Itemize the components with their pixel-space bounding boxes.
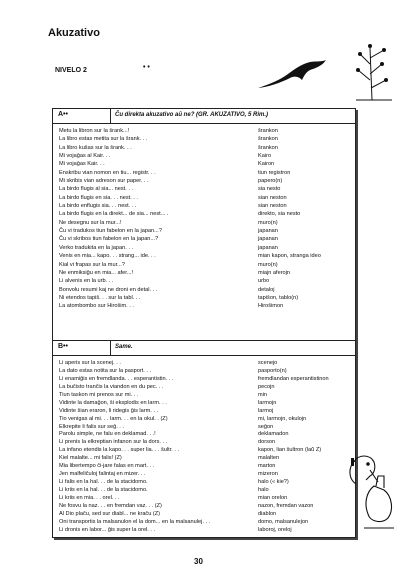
exercise-sentence: Tio venigas al mi. . . larm. . . en la okul. . (Z) — [59, 415, 168, 422]
exercise-answer: miajn aferojn — [258, 269, 291, 276]
exercise-answer: japanan — [258, 244, 278, 251]
exercise-answer: dorson — [258, 439, 276, 446]
exercise-sentence: La atombombo sur Hiroŝim. . . — [59, 303, 134, 310]
exercise-sentence: Li dronis en labor... ĝis super la orel. . . — [59, 526, 156, 533]
exercise-answer: laboroj, oreloj — [258, 526, 292, 533]
exercise-sentence: La birdo flugis al sia... nest. . . — [59, 186, 133, 193]
level-label: NIVELO 2 — [55, 67, 87, 74]
exercise-sentence: Li aperis sur la scenej. . . — [59, 360, 121, 366]
exercise-row — [53, 227, 355, 235]
exercise-answer: kapon, lian ŝultron (laŭ Z) — [258, 447, 322, 454]
exercise-sentence: Li falis en la hal. . . de la stacidomo. — [59, 479, 148, 486]
exercise-row — [53, 391, 355, 399]
exercise-answer: japanan — [258, 228, 278, 235]
exercise-answer: sia nesto — [258, 186, 281, 193]
exercise-answer: japanan — [258, 236, 278, 243]
exercise-row — [53, 261, 355, 269]
exercise-sentence: Kiel malalte... mi falis! (Z) — [59, 455, 122, 462]
exercise-b-rows — [53, 359, 355, 534]
exercise-row — [53, 286, 355, 294]
exercise-row — [53, 210, 355, 218]
exercise-sentence: La buĉisto tranĉis la viandon en du pec. . . — [59, 383, 164, 390]
exercise-row — [53, 399, 355, 407]
exercise-answer: Hiroŝimon — [258, 303, 284, 310]
exercise-row — [53, 235, 355, 243]
exercise-row — [53, 244, 355, 252]
exercise-row — [53, 185, 355, 193]
exercise-answer: deklamadon — [258, 431, 289, 438]
page-title: Akuzativo — [48, 27, 100, 39]
plant-illustration — [352, 40, 400, 102]
exercise-answer: ŝrankon — [258, 128, 278, 134]
exercise-row — [53, 462, 355, 470]
exercise-row — [53, 160, 355, 168]
exercise-row — [53, 502, 355, 510]
exercise-answer: mi, larmojn, okulojn — [258, 415, 307, 422]
exercise-answer: urbo — [258, 278, 270, 285]
exercise-row — [53, 127, 355, 135]
exercise-row — [53, 494, 355, 502]
exercise-answer: larmojn — [258, 399, 277, 406]
exercise-sentence: Ĉu vi skribos tiun fabelon en la japan...? — [59, 236, 159, 243]
exercise-answer: larmoj — [258, 407, 274, 414]
exercise-row — [53, 177, 355, 185]
exercise-sentence: Jen malfeliĉuloj falintaj en mizer. . . — [59, 471, 146, 478]
exercise-answer: tapiŝon, tablo(n) — [258, 294, 299, 301]
exercise-sentence: La dato estas notita sur la pasport. . . — [59, 367, 152, 374]
exercise-answer: diablon — [258, 510, 277, 517]
exercise-answer: sian neston — [258, 203, 287, 210]
exercise-answer: muro(n) — [258, 261, 278, 268]
exercise-row — [53, 415, 355, 423]
exercise-answer: scenejo — [258, 360, 278, 366]
exercise-answer: muro(n) — [258, 219, 278, 226]
exercise-sentence: Li kriis en la hal. . . de la stacidomo. — [59, 487, 148, 493]
exercise-row — [53, 202, 355, 210]
exercise-row — [53, 294, 355, 302]
exercise-answer: nazon, fremdan vazon — [258, 502, 314, 509]
exercise-answer: halo — [258, 487, 269, 493]
exercise-answer: pasporto(n) — [258, 367, 287, 374]
exercise-sentence: La libro estas metita sur la ŝrank. . . — [59, 136, 148, 143]
exercise-sentence: La infano etendis la kapo. . . super lia. . . ŝultr. . . — [59, 447, 180, 454]
exercise-row — [53, 518, 355, 526]
exercise-answer: pecojn — [258, 383, 275, 390]
exercise-row — [53, 302, 355, 310]
exercise-sentence: Mi vojaĝas Kair. . . — [59, 161, 105, 168]
exercise-answer: domo, malsanulejon — [258, 518, 309, 525]
level-stars: • • — [143, 64, 150, 71]
page-number: 30 — [194, 557, 203, 566]
exercise-sentence: Li enamiĝis en fremdlanda. . . esperantistin. . . — [59, 375, 174, 382]
exercise-answer: mizeron — [258, 471, 278, 478]
exercise-row — [53, 454, 355, 462]
exercise-sentence: Tiun taskon mi prenos sur mi. . . — [59, 391, 139, 398]
exercise-answer: malalten — [258, 455, 280, 462]
exercise-row — [53, 383, 355, 391]
exercise-sentence: Kial vi frapas sur la mur...? — [59, 261, 125, 268]
exercise-sentence: Li prenis la elkreptian infanon sur la dors. . . — [59, 439, 168, 446]
exercise-row — [53, 219, 355, 227]
exercise-answer: min — [258, 391, 268, 398]
exercise-sentence: Ĉu vi tradukos tiun fabelon en la japan...? — [59, 228, 162, 235]
exercise-sentence: Li kriis en mia. . . orel. . . — [59, 494, 120, 501]
exercise-answer: tiun registron — [258, 169, 291, 176]
exercise-a-instruction: Ĉu direkta akuzativo aŭ ne? (GR. AKUZATIVO, 5 Rim.) — [115, 111, 269, 118]
exercise-row — [53, 486, 355, 494]
exercise-row — [53, 430, 355, 438]
exercise-sentence: Ne desegnu sur la mur...! — [59, 219, 122, 226]
exercise-answer: halo (« kie?) — [258, 479, 289, 486]
exercise-sentence: Metu la libron sur la ŝrank...! — [59, 128, 130, 134]
exercise-a-label: A•• — [58, 111, 68, 118]
exercise-row — [53, 446, 355, 454]
exercise-row — [53, 135, 355, 143]
exercise-sentence: Li alvenis en la urb. . . — [59, 278, 114, 285]
exercise-row — [53, 152, 355, 160]
exercise-row — [53, 194, 355, 202]
exercise-sentence: Verko tradukita en la japan. . . — [59, 244, 134, 251]
exercise-sentence: La birdo flugis en la direkt... de sia... nest... . — [59, 211, 169, 218]
exercise-answer: fremdlandan esperantistinon — [258, 375, 329, 382]
exercise-answer: seĝon — [258, 423, 274, 430]
exercise-row — [53, 423, 355, 431]
man-with-vase-illustration — [344, 452, 398, 534]
exercise-sentence: Oni transportis la malsanulon el la dom... en la malsanulej. . . — [59, 518, 211, 525]
exercise-a-header — [53, 109, 355, 124]
exercise-answer: ŝrankon — [258, 136, 278, 143]
exercise-row — [53, 526, 355, 534]
exercise-row — [53, 359, 355, 367]
exercise-sentence: Enskribu vian nomon en tiu... registr. . . — [59, 169, 156, 176]
exercise-answer: marton — [258, 463, 276, 470]
exercise-sentence: Ni etendos tapiŝ. . . sur la tabl. . . — [59, 294, 141, 301]
exercise-sentence: Parolu simple, ne falu en deklamad. . .! — [59, 431, 156, 438]
exercise-answer: mian kapon, stranga ideo — [258, 253, 321, 260]
exercise-answer: Kairo — [258, 153, 272, 160]
exercise-row — [53, 510, 355, 518]
exercise-sentence: Ne enmiksiĝu en mia... afer...! — [59, 269, 133, 276]
exercise-row — [53, 470, 355, 478]
exercise-row — [53, 367, 355, 375]
exercise-sentence: Bonvolu resumi kaj ne droni en detal. . . — [59, 286, 158, 293]
exercise-answer: Kairon — [258, 161, 275, 168]
exercise-answer: detaloj — [258, 286, 275, 293]
exercise-a — [52, 108, 356, 342]
exercise-row — [53, 252, 355, 260]
exercise-b-label: B•• — [58, 343, 68, 350]
exercise-sentence: Mia libertempo ĉi-jare falas en mart. . . — [59, 463, 155, 470]
exercise-answer: sian neston — [258, 194, 287, 201]
exercise-answer: direkto, sia nesto — [258, 211, 301, 218]
exercise-b — [52, 340, 356, 538]
exercise-row — [53, 478, 355, 486]
exercise-row — [53, 277, 355, 285]
exercise-answer: mian orelon — [258, 494, 288, 501]
exercise-b-header — [53, 341, 355, 356]
exercise-sentence: La birdo enflugis sia. . . nest. . . — [59, 203, 137, 210]
exercise-sentence: Al Dio plaĉu, sed sur diabl... ne kraĉu (Z) — [59, 510, 161, 517]
exercise-sentence: Mi vojaĝas al Kair. . . — [59, 153, 111, 160]
exercise-a-rows — [53, 127, 355, 311]
exercise-row — [53, 169, 355, 177]
exercise-answer: ŝrankon — [258, 144, 278, 151]
exercise-sentence: La libro kuŝas sur la ŝrank. . . — [59, 144, 132, 151]
exercise-sentence: Vidinte la damaĝon, ŝi eksplodis en larm. . . — [59, 399, 167, 406]
exercise-sentence: Venis en mia... kapo. . . strang... ide. . . — [59, 253, 156, 260]
exercise-b-instruction: Same. — [115, 343, 133, 350]
exercise-sentence: Mi skribis vian adreson sur paper. . . — [59, 178, 149, 185]
exercise-sentence: La birdo flugis en sia. . . nest. . . — [59, 194, 138, 201]
exercise-row — [53, 407, 355, 415]
exercise-row — [53, 269, 355, 277]
exercise-sentence: Vidinte ŝian eraron, li ridegis ĝis larm. . . — [59, 407, 159, 414]
exercise-sentence: Elkrepite li falis sur seĝ. . . — [59, 423, 124, 430]
exercise-row — [53, 438, 355, 446]
exercise-row — [53, 144, 355, 152]
exercise-row — [53, 375, 355, 383]
exercise-sentence: Ne fosvu la naz. . . en fremdan vaz. . . (Z) — [59, 502, 162, 509]
bird-illustration — [256, 58, 328, 90]
exercise-answer: papero(n) — [258, 178, 283, 185]
